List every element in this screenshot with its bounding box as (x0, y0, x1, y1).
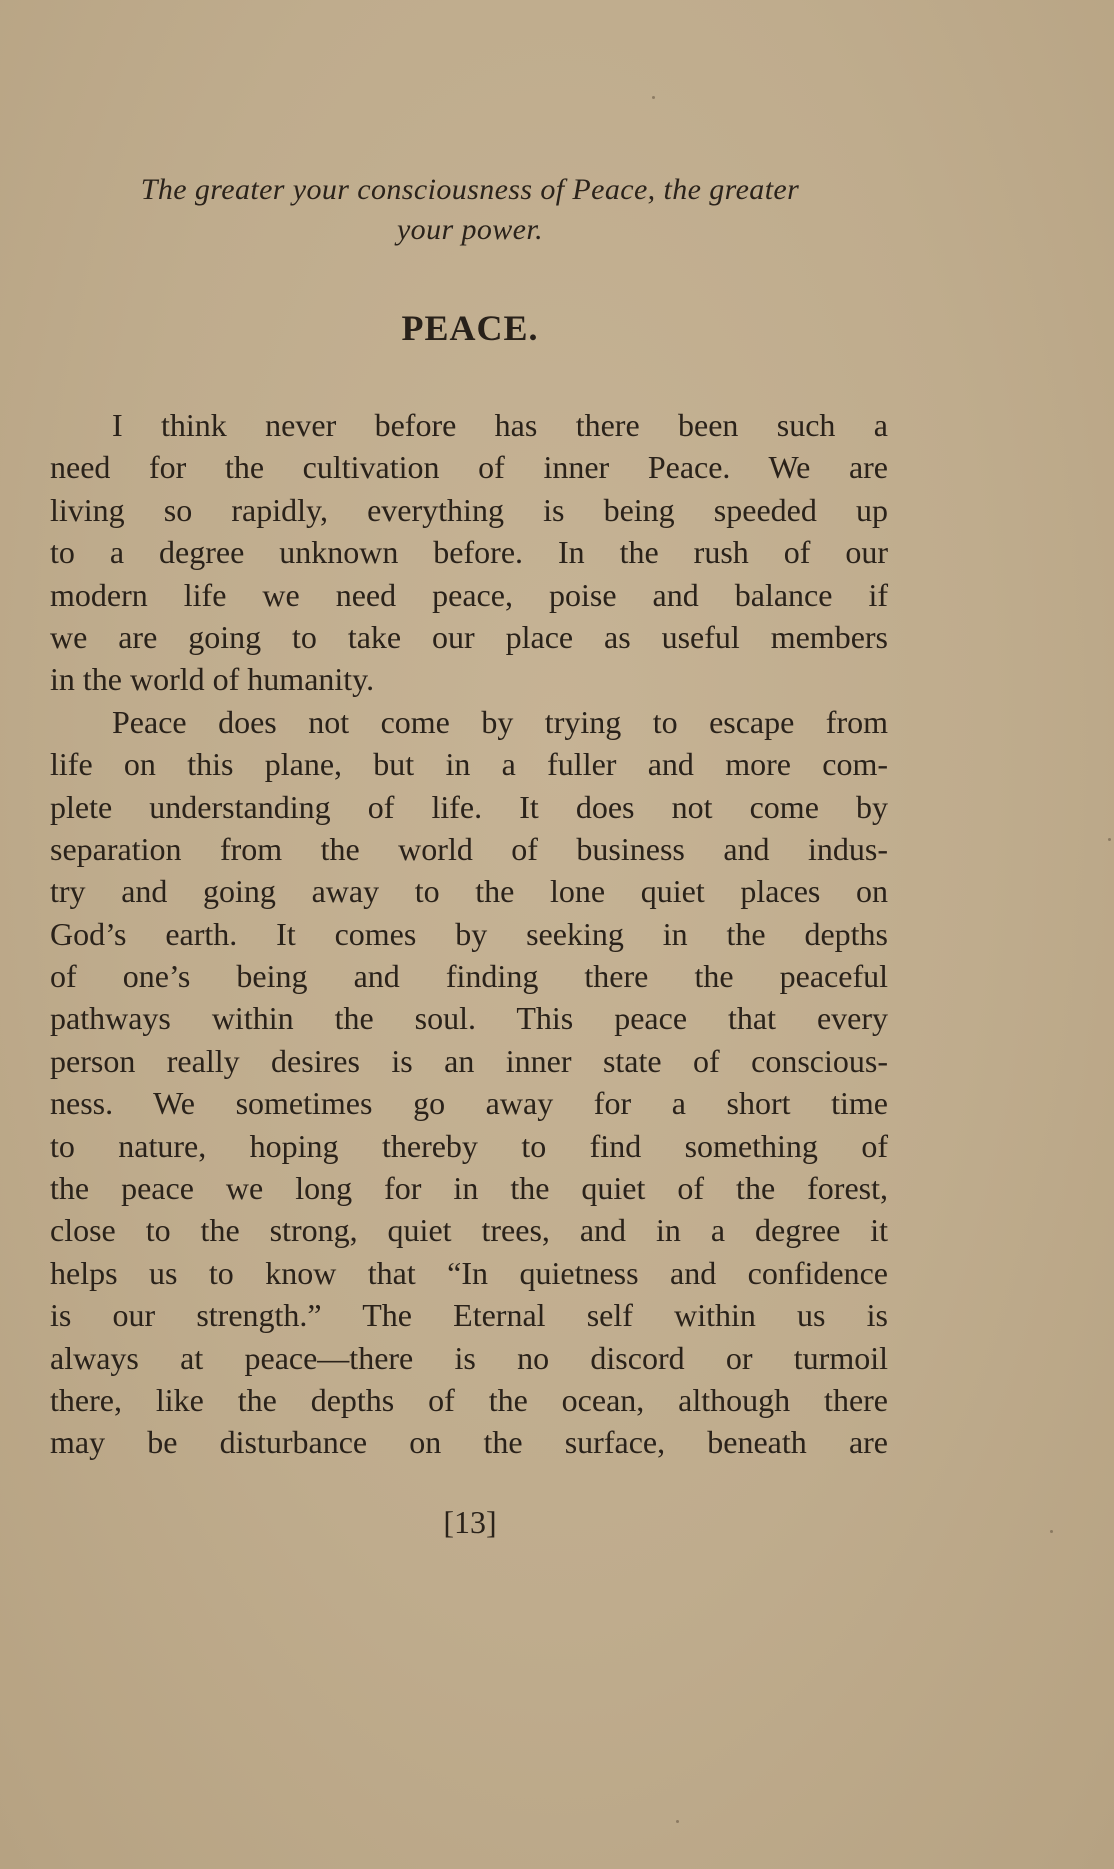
text-line: of one’s being and finding there the peaceful (50, 958, 888, 995)
text-line: may be disturbance on the surface, beneath are (50, 1424, 888, 1461)
text-line: ness. We sometimes go away for a short time (50, 1085, 888, 1122)
paper-speck (652, 96, 655, 99)
text-line: life on this plane, but in a fuller and more com- (50, 746, 888, 783)
epigraph-line: The greater your consciousness of Peace, the greater (140, 173, 800, 206)
text-line: I think never before has there been such a (112, 407, 888, 443)
paper-speck (1108, 838, 1111, 841)
text-line: pathways within the soul. This peace that every (50, 1000, 888, 1037)
text-line: helps us to know that “In quietness and confidence (50, 1254, 888, 1291)
text-line: try and going away to the lone quiet places on (50, 873, 888, 910)
chapter-heading: PEACE. (401, 308, 539, 348)
text-line: always at peace—there is no discord or turmoil (50, 1339, 888, 1376)
epigraph-line: your power. (396, 213, 544, 246)
epigraph (60, 170, 880, 250)
text-line: we are going to take our place as useful members (50, 618, 888, 655)
text-line: to nature, hoping thereby to find something of (50, 1127, 888, 1164)
text-line: there, like the depths of the ocean, although there (50, 1381, 888, 1418)
text-line: need for the cultivation of inner Peace. We are (50, 449, 888, 486)
text-line: is our strength.” The Eternal self within us is (50, 1297, 888, 1334)
body-text (50, 404, 888, 1464)
text-line: Peace does not come by trying to escape from (112, 703, 888, 740)
text-line: God’s earth. It comes by seeking in the depths (50, 915, 888, 952)
text-line: plete understanding of life. It does not come by (50, 788, 888, 825)
text-line: close to the strong, quiet trees, and in a degree it (50, 1212, 888, 1249)
page-number: [13] (443, 1504, 497, 1540)
paper-speck (1050, 1530, 1053, 1533)
text-line: to a degree unknown before. In the rush of our (50, 534, 888, 571)
text-line: living so rapidly, everything is being speeded up (50, 491, 888, 528)
text-line: modern life we need peace, poise and balance if (50, 576, 888, 613)
paper-speck (676, 1820, 679, 1823)
text-line: the peace we long for in the quiet of the forest, (50, 1170, 888, 1207)
text-line: person really desires is an inner state of conscious- (50, 1042, 888, 1079)
text-line: separation from the world of business and indus- (50, 830, 888, 867)
text-line: in the world of humanity. (50, 661, 375, 698)
